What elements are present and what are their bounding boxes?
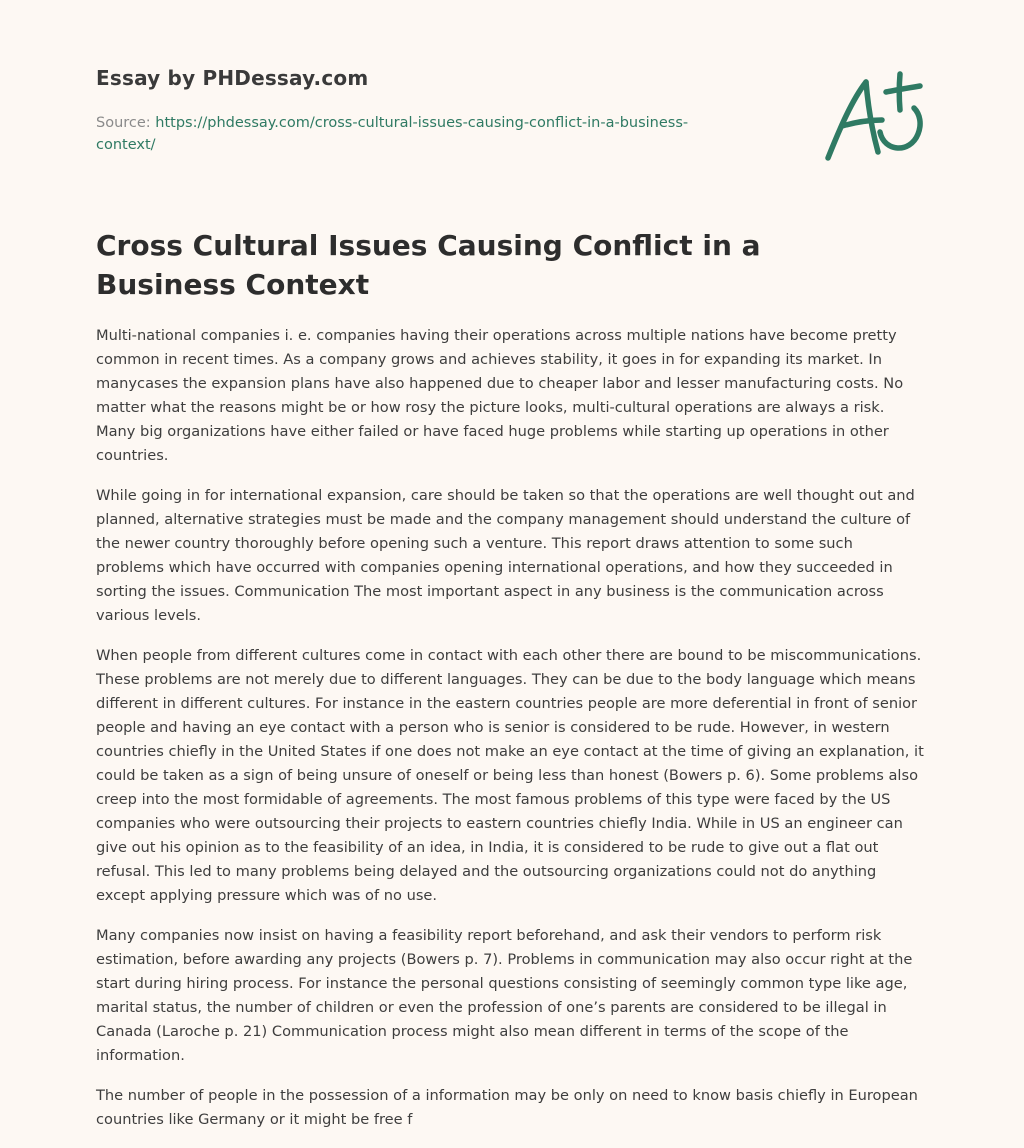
a-plus-logo-icon	[822, 68, 926, 164]
source-line	[96, 112, 736, 156]
essay-paragraph-2: While going in for international expansion, care should be taken so that the operations are well thought out and planned, alternative strategies must be made and the company management should understand the culture of the newer country thoroughly before opening such a venture. This report draws attention to some such problems which have occurred with companies opening international operations, and how they succeeded in sorting the issues. Communication The most important aspect in any business is the communication across various levels.	[96, 487, 915, 624]
essay-title: Cross Cultural Issues Causing Conflict in a Business Context	[96, 229, 761, 301]
source-link[interactable]: https://phdessay.com/cross-cultural-issues-causing-conflict-in-a-business-context/	[96, 115, 689, 153]
essay-paragraph-3: When people from different cultures come in contact with each other there are bound to be miscommunications. These problems are not merely due to different languages. They can be due to the body language which means different in different cultures. For instance in the eastern countries people are more deferential in front of senior people and having an eye contact with a person who is senior is considered to be rude. However, in western countries chiefly in the United States if one does not make an eye contact at the time of giving an explanation, it could be taken as a sign of being unsure of oneself or being less than honest (Bowers p. 6). Some problems also creep into the most formidable of agreements. The most famous problems of this type were faced by the US companies who were outsourcing their projects to eastern countries chiefly India. While in US an engineer can give out his opinion as to the feasibility of an idea, in India, it is considered to be rude to give out a flat out refusal. This led to many problems being delayed and the outsourcing organizations could not do anything except applying pressure which was of no use.	[96, 647, 924, 904]
source-label: Source:	[96, 115, 156, 131]
essay-body	[96, 324, 924, 1148]
essay-paragraph-5: The number of people in the possession of a information may be only on need to know basis chiefly in European countries like Germany or it might be free f	[96, 1087, 918, 1128]
site-title: Essay by PHDessay.com	[96, 66, 369, 90]
essay-paragraph-1: Multi-national companies i. e. companies having their operations across multiple nations have become pretty common in recent times. As a company grows and achieves stability, it goes in for expanding its market. In manycases the expansion plans have also happened due to cheaper labor and lesser manufacturing costs. No matter what the reasons might be or how rosy the picture looks, multi-cultural operations are always a risk. Many big organizations have either failed or have faced huge problems while starting up operations in other countries.	[96, 327, 904, 464]
essay-paragraph-4: Many companies now insist on having a feasibility report beforehand, and ask their vendors to perform risk estimation, before awarding any projects (Bowers p. 7). Problems in communication may also occur right at the start during hiring process. For instance the personal questions consisting of seemingly common type like age, marital status, the number of children or even the profession of one’s parents are considered to be illegal in Canada (Laroche p. 21) Communication process might also mean different in terms of the scope of the information.	[96, 927, 913, 1064]
